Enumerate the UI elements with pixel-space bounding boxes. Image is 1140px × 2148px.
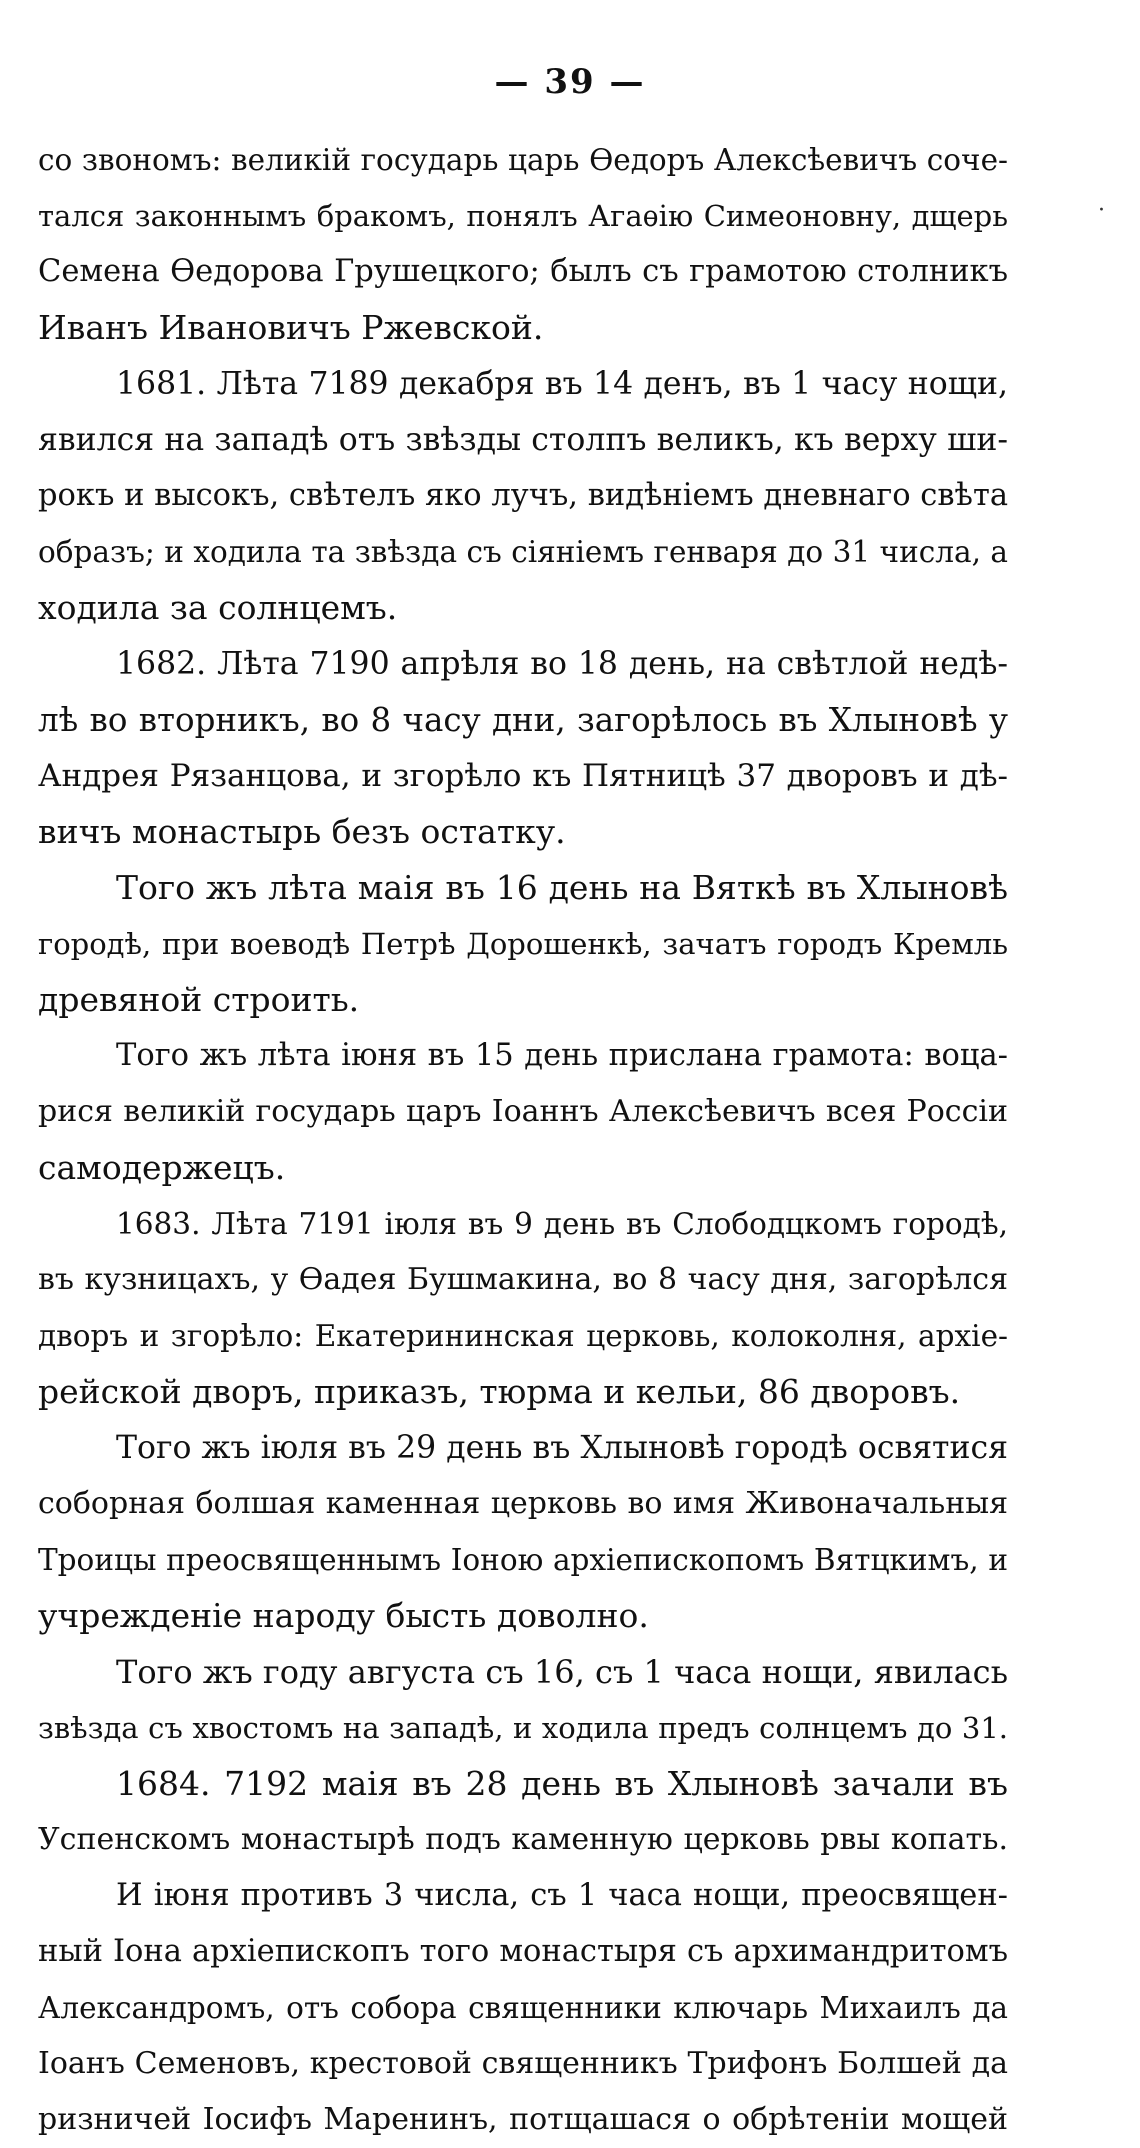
text-line: Того жъ году августа съ 16, съ 1 часа нощи, явилась [116, 1653, 1008, 1691]
text-line: явился на западѣ отъ звѣзды столпъ великъ, къ верху ши- [38, 422, 1008, 458]
text-line: самодержецъ. [38, 1148, 286, 1187]
text-line: ризничей Іосифъ Маренинъ, потщашася о обрѣтеніи мощей [38, 2102, 1008, 2137]
text-line: ходила за солнцемъ. [38, 588, 398, 627]
text-line: 1684. 7192 маія въ 28 день въ Хлыновѣ зачали въ [116, 1764, 1008, 1803]
text-line: въ кузницахъ, у Ѳадея Бушмакина, во 8 часу дня, загорѣлся [38, 1262, 1008, 1297]
text-line: Андрея Рязанцова, и згорѣло къ Пятницѣ 37 дворовъ и дѣ- [38, 758, 1008, 794]
text-line: Іоанъ Семеновъ, крестовой священникъ Трифонъ Болшей да [38, 2046, 1008, 2081]
text-line: звѣзда съ хвостомъ на западѣ, и ходила предъ солнцемъ до 31. [38, 1711, 1008, 1745]
text-line: рися великій государь царъ Іоаннъ Алексѣевичъ всея Россіи [38, 1094, 1008, 1129]
text-line: городѣ, при воеводѣ Петрѣ Дорошенкѣ, зачатъ городъ Кремль [38, 927, 1008, 961]
text-line: лѣ во вторникъ, во 8 часу дни, загорѣлось въ Хлыновѣ у [38, 701, 1008, 739]
text-line: Иванъ Ивановичъ Ржевской. [38, 308, 544, 347]
text-line: образъ; и ходила та звѣзда съ сіяніемъ генваря до 31 числа, а [38, 535, 1008, 569]
text-line: Того жъ лѣта маія въ 16 день на Вяткѣ въ Хлыновѣ [116, 868, 1008, 907]
text-line: древяной строить. [38, 980, 360, 1019]
text-line: со звономъ: великій государь царь Ѳедоръ Алексѣевичъ соче- [38, 143, 1008, 177]
text-line: ный Іона архіепископъ того монастыря съ архимандритомъ [38, 1934, 1008, 1969]
text-line: Троицы преосвященнымъ Іоною архіепископомъ Вятцкимъ, и [38, 1543, 1008, 1577]
text-line: дворъ и згорѣло: Екатерининская церковь, колоколня, архіе- [38, 1319, 1008, 1353]
body-text [38, 132, 1008, 2148]
margin-mark: · [1098, 198, 1105, 223]
text-line: 1683. Лѣта 7191 іюля въ 9 день въ Слободцкомъ городѣ, [116, 1207, 1008, 1241]
page-number: — 39 — [494, 62, 646, 102]
text-line: 1681. Лѣта 7189 декабря въ 14 денъ, въ 1 часу нощи, [116, 366, 1008, 402]
text-line: соборная болшая каменная церковь во имя Живоначальныя [38, 1486, 1008, 1521]
text-line: Того жъ лѣта іюня въ 15 день прислана грамота: воца- [116, 1038, 1008, 1073]
text-line: Того жъ іюля въ 29 день въ Хлыновѣ городѣ освятися [116, 1430, 1008, 1466]
text-line: рокъ и высокъ, свѣтелъ яко лучъ, видѣніемъ дневнаго свѣта [38, 478, 1008, 513]
text-line: тался законнымъ бракомъ, понялъ Агаѳію Симеоновну, дщерь [38, 199, 1008, 233]
text-line: Александромъ, отъ собора священники ключарь Михаилъ да [38, 1991, 1008, 2025]
text-line: учрежденіе народу бысть доволно. [38, 1596, 649, 1635]
text-line: рейской дворъ, приказъ, тюрма и кельи, 86 дворовъ. [38, 1372, 961, 1411]
text-line: вичъ монастырь безъ остатку. [38, 812, 566, 851]
text-line: Семена Ѳедорова Грушецкого; былъ съ грамотою столникъ [38, 254, 1008, 289]
text-line: 1682. Лѣта 7190 апрѣля во 18 день, на свѣтлой недѣ- [116, 646, 1008, 682]
text-line: И іюня противъ 3 числа, съ 1 часа нощи, преосвящен- [116, 1878, 1008, 1913]
text-line: Успенскомъ монастырѣ подъ каменную церковь рвы копать. [38, 1822, 1008, 1857]
